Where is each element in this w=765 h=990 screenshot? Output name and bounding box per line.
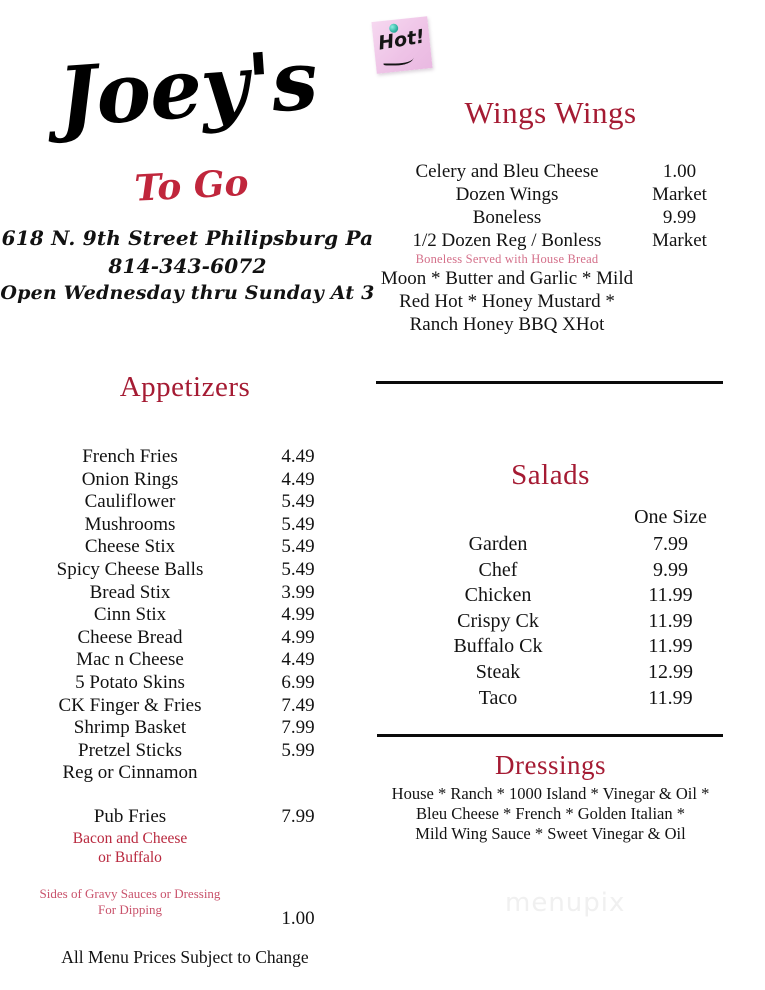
appetizer-item-name: French Fries — [82, 446, 178, 467]
salad-item-price: 7.99 — [653, 533, 688, 555]
sides-price: 1.00 — [281, 908, 315, 929]
appetizer-item-name: Cheese Bread — [77, 626, 183, 648]
table-row — [378, 206, 723, 229]
dressings-section — [378, 784, 723, 844]
phone-number: 814-343-6072 — [108, 254, 267, 278]
appetizer-item-name: Cheese Stix — [84, 536, 176, 558]
table-row — [378, 583, 723, 609]
appetizer-item-name: Cinn Stix — [93, 604, 167, 626]
pub-fries-name: Pub Fries — [93, 806, 167, 827]
wing-item-price: Market — [652, 230, 707, 251]
appetizer-item-name: Cauliflower — [84, 491, 176, 513]
table-row — [20, 582, 350, 605]
appetizer-item-price: 5.49 — [281, 558, 315, 580]
underline-swoosh-icon — [383, 52, 413, 65]
appetizer-item-name: Mushrooms — [84, 513, 176, 535]
salad-item-name: Steak — [475, 660, 521, 683]
sticky-note-label: Hot! — [376, 25, 427, 55]
appetizer-sub-note: Reg or Cinnamon — [62, 762, 198, 784]
price-disclaimer: All Menu Prices Subject to Change — [61, 947, 309, 967]
pub-fries-item — [20, 806, 350, 867]
sides-note — [20, 886, 350, 929]
sides-line-2: For Dipping — [98, 902, 162, 917]
table-row — [20, 649, 350, 672]
table-row — [20, 717, 350, 740]
table-row — [20, 491, 350, 514]
appetizer-item-price: 4.49 — [281, 446, 315, 467]
appetizer-item-price: 5.49 — [281, 491, 315, 513]
table-row — [378, 183, 723, 206]
appetizer-item-name: Pretzel Sticks — [78, 739, 182, 761]
salad-item-price: 12.99 — [648, 660, 693, 683]
table-row — [20, 469, 350, 492]
appetizer-item-name: Spicy Cheese Balls — [56, 558, 204, 580]
logo-tagline: To Go — [133, 161, 250, 210]
appetizer-item-price: 5.49 — [281, 536, 315, 558]
wings-section — [378, 160, 723, 336]
appetizer-item-price: 4.49 — [281, 468, 315, 490]
wing-flavor-line: Ranch Honey BBQ XHot — [409, 314, 605, 335]
address-line: 618 N. 9th Street Philipsburg Pa — [1, 226, 374, 250]
table-row — [378, 532, 723, 558]
sides-line-1: Sides of Gravy Sauces or Dressing — [39, 886, 221, 901]
table-row — [378, 609, 723, 635]
table-row — [378, 558, 723, 584]
table-row — [378, 229, 723, 252]
appetizer-item-name: Mac n Cheese — [76, 649, 184, 671]
dressing-line: Mild Wing Sauce * Sweet Vinegar & Oil — [415, 824, 686, 843]
salad-item-name: Garden — [468, 533, 528, 555]
table-row — [378, 160, 723, 183]
dressing-line: Bleu Cheese * French * Golden Italian * — [416, 804, 685, 823]
menupix-watermark: menupix — [505, 888, 626, 918]
salad-item-name: Chef — [478, 558, 518, 581]
salad-item-price: 11.99 — [648, 686, 693, 709]
appetizer-item-price: 7.99 — [281, 717, 315, 739]
pub-fries-option-1: Bacon and Cheese — [72, 829, 188, 847]
table-row — [20, 672, 350, 695]
table-row — [378, 634, 723, 660]
appetizer-item-price: 5.49 — [281, 513, 315, 535]
table-row — [20, 604, 350, 627]
table-row — [20, 695, 350, 718]
wing-item-price: 9.99 — [662, 207, 697, 228]
wings-note: Boneless Served with House Bread — [415, 252, 599, 266]
pub-fries-price: 7.99 — [281, 806, 315, 827]
salad-item-price: 11.99 — [648, 584, 693, 607]
appetizer-item-price: 4.99 — [281, 604, 315, 626]
table-row — [20, 514, 350, 537]
wing-item-price: Market — [652, 184, 707, 205]
appetizer-item-price: 4.99 — [281, 626, 315, 648]
wing-item-name: Celery and Bleu Cheese — [415, 161, 599, 182]
table-row — [378, 686, 723, 712]
wing-item-price: 1.00 — [662, 161, 697, 182]
business-hours: Open Wednesday thru Sunday At 3 — [0, 282, 375, 304]
table-row — [20, 536, 350, 559]
appetizer-item-name: CK Finger & Fries — [58, 694, 202, 716]
section-divider — [377, 734, 723, 737]
salad-item-price: 9.99 — [653, 558, 688, 581]
appetizer-item-price: 3.99 — [281, 581, 315, 603]
section-title-appetizers: Appetizers — [119, 371, 251, 403]
appetizer-item-name: 5 Potato Skins — [75, 671, 185, 693]
wing-item-name: 1/2 Dozen Reg / Bonless — [412, 230, 602, 251]
dressing-line: House * Ranch * 1000 Island * Vinegar & Oil * — [391, 784, 710, 803]
salad-item-price: 11.99 — [648, 635, 693, 658]
appetizer-item-price: 6.99 — [281, 671, 315, 693]
salad-item-name: Crispy Ck — [457, 609, 539, 632]
appetizer-item-name: Onion Rings — [81, 468, 179, 490]
table-row — [20, 627, 350, 650]
salad-item-name: Chicken — [464, 584, 532, 607]
table-row — [20, 559, 350, 582]
appetizer-item-price: 5.99 — [281, 739, 315, 761]
wing-flavor-line: Moon * Butter and Garlic * Mild — [380, 268, 634, 289]
appetizer-item-price: 4.49 — [281, 649, 315, 671]
hot-sticky-note — [371, 16, 432, 74]
wing-item-name: Boneless — [472, 207, 542, 228]
restaurant-logo — [0, 0, 375, 330]
wing-item-name: Dozen Wings — [455, 184, 559, 205]
salads-size-header: One Size — [634, 506, 707, 528]
section-divider — [376, 381, 723, 384]
appetizer-item-price: 7.49 — [281, 694, 315, 716]
appetizers-section — [20, 446, 350, 785]
table-row — [20, 740, 350, 763]
salad-item-price: 11.99 — [648, 609, 693, 632]
table-row — [20, 806, 350, 829]
logo-restaurant-name: Joey's — [55, 32, 320, 146]
salad-item-name: Taco — [478, 686, 518, 709]
section-title-wings: Wings Wings — [464, 95, 637, 130]
section-title-dressings: Dressings — [495, 750, 606, 780]
pub-fries-option-2: or Buffalo — [98, 848, 162, 866]
salad-item-name: Buffalo Ck — [453, 635, 543, 658]
appetizer-item-name: Shrimp Basket — [73, 717, 187, 739]
wing-flavor-line: Red Hot * Honey Mustard * — [399, 291, 615, 312]
table-row — [20, 446, 350, 469]
appetizer-item-name: Bread Stix — [89, 581, 171, 603]
table-row — [378, 660, 723, 686]
section-title-salads: Salads — [511, 459, 590, 491]
